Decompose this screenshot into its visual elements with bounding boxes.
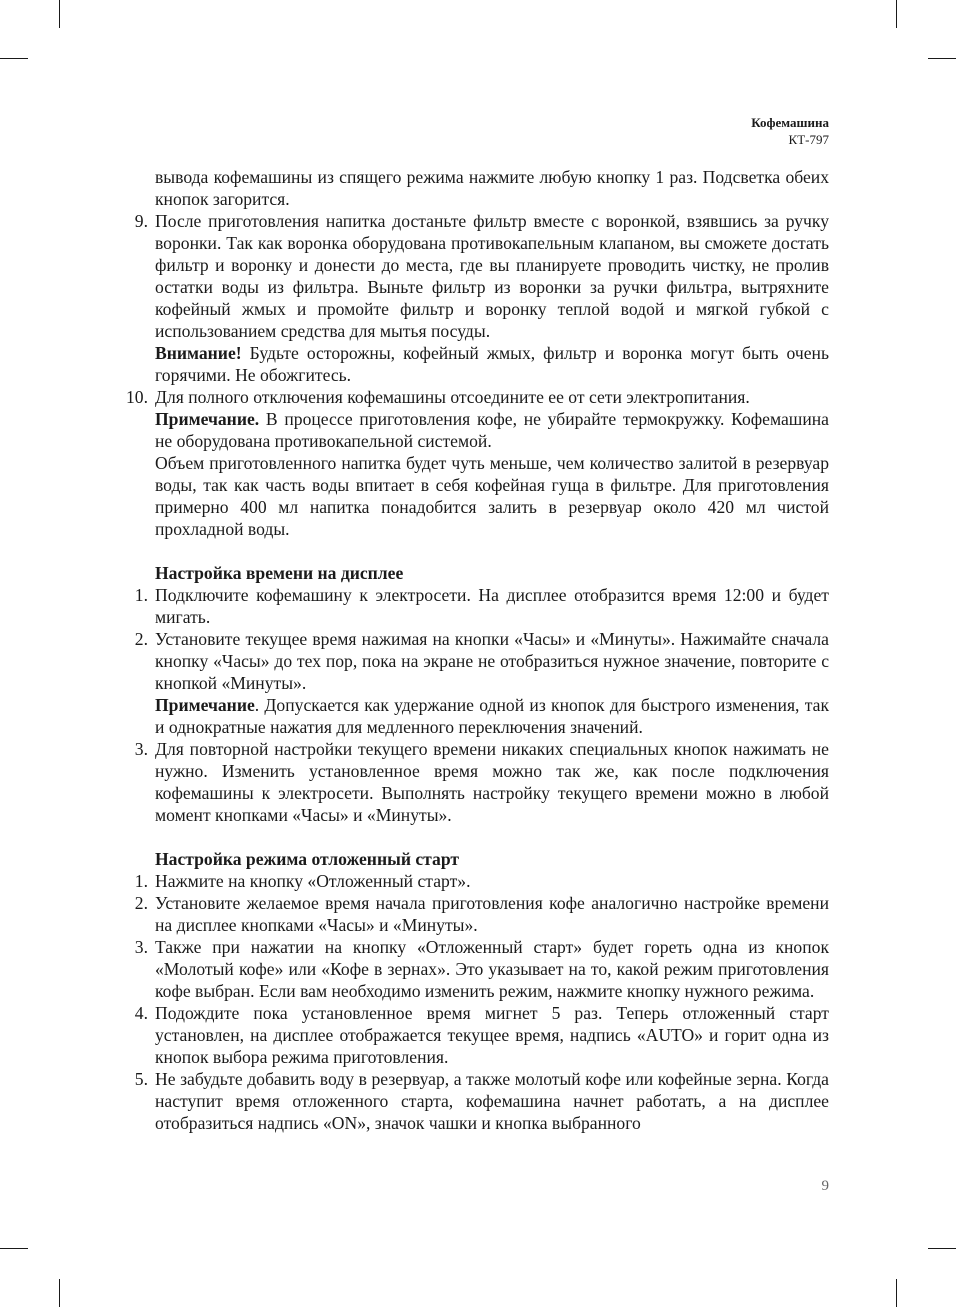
delay-step-5-text: Не забудьте добавить воду в резервуар, а также молотый кофе или кофейные зерна. Когда наступит время отложенного старта, кофемашина начнет работать, а на дисплее отобразиться надпись «ON», значок чашки и кнопка выбранного (155, 1069, 829, 1133)
header-model: КТ-797 (788, 132, 829, 147)
crop-mark-left-bottom (0, 1248, 28, 1249)
delay-step-3 (134, 936, 829, 1002)
header-brand: Кофемашина (751, 115, 829, 130)
crop-mark-top-right (896, 0, 897, 28)
time-step-1-number: 1. (134, 585, 148, 605)
delay-step-5 (134, 1068, 829, 1134)
step-10-number: 10. (126, 387, 148, 407)
step-9-warning (155, 342, 829, 386)
page-number: 9 (821, 1178, 829, 1194)
intro-paragraph: вывода кофемашины из спящего режима нажмите любую кнопку 1 раз. Подсветка обеих кнопок загорится. (155, 167, 829, 209)
crop-mark-bottom-right (896, 1279, 897, 1307)
section-time-title: Настройка времени на дисплее (155, 563, 404, 583)
delay-step-2-text: Установите желаемое время начала приготовления кофе аналогично настройке времени на дисплее кнопками «Часы» и «Минуты». (155, 893, 829, 935)
delay-step-1-number: 1. (134, 871, 148, 891)
delay-step-5-number: 5. (134, 1069, 148, 1089)
delay-step-1-text: Нажмите на кнопку «Отложенный старт». (155, 871, 471, 891)
time-step-3-number: 3. (134, 739, 148, 759)
time-step-3 (134, 738, 829, 826)
delay-step-2 (134, 892, 829, 936)
delay-step-3-number: 3. (134, 937, 148, 957)
time-step-2-text: Установите текущее время нажимая на кнопки «Часы» и «Минуты». Нажимайте сначала кнопку «Часы» до тех пор, пока на экране не отобразиться нужное значение, повторите с кнопкой «Минуты». (155, 629, 829, 693)
time-step-3-text: Для повторной настройки текущего времени никаких специальных кнопок нажимать не нужно. Изменить установленное время можно так же, как после подключения кофемашины к электросети. Выполнять настройку текущего времени можно в любой момент кнопками «Часы» и «Минуты». (155, 739, 829, 825)
time-note-text: . Допускается как удержание одной из кнопок для быстрого изменения, так и однократные нажатия для медленного переключения значений. (155, 695, 829, 737)
step-9-number: 9. (134, 211, 148, 231)
crop-mark-right-bottom (928, 1248, 956, 1249)
crop-mark-left-top (0, 58, 28, 59)
time-step-2-number: 2. (134, 629, 148, 649)
page-content (126, 166, 829, 1134)
delay-step-2-number: 2. (134, 893, 148, 913)
time-step-2 (134, 628, 829, 738)
time-note-label: Примечание (155, 695, 255, 715)
crop-mark-right-top (928, 58, 956, 59)
warning-text: Будьте осторожны, кофейный жмых, фильтр и воронка могут быть очень горячими. Не обожгитесь. (155, 343, 829, 385)
crop-mark-top-left (59, 0, 60, 28)
delay-step-3-text: Также при нажатии на кнопку «Отложенный старт» будет гореть одна из кнопок «Молотый кофе» или «Кофе в зернах». Это указывает на то, какой режим приготовления кофе выбран. Если вам необходимо изменить режим, нажмите кнопку нужного режима. (155, 937, 829, 1001)
delay-step-4-text: Подождите пока установленное время мигнет 5 раз. Теперь отложенный старт установлен, на дисплее отображается текущее время, надпись «AUTO» и горит одна из кнопок выбора режима приготовления. (155, 1003, 829, 1067)
step-10-note (155, 408, 829, 452)
crop-mark-bottom-left (59, 1279, 60, 1307)
delay-step-1 (134, 870, 829, 892)
time-step-1-text: Подключите кофемашину к электросети. На дисплее отобразится время 12:00 и будет мигать. (155, 585, 829, 627)
step-9 (134, 210, 829, 386)
section-delay-title: Настройка режима отложенный старт (155, 849, 460, 869)
step-10-volume: Объем приготовленного напитка будет чуть меньше, чем количество залитой в резервуар воды, так как часть воды впитает в себя кофейная гуща в фильтре. Для приготовления примерно 400 мл напитка понадобится залить в резервуар около 420 мл чистой прохладной воды. (155, 453, 829, 539)
step-9-text: После приготовления напитка достаньте фильтр вместе с воронкой, взявшись за ручку воронки. Так как воронка оборудована противокапельным клапаном, вы сможете достать фильтр и воронку и донести до места, где вы планируете проводить чистку, не пролив остатки воды из фильтра. Выньте фильтр из воронки за ручки фильтра, вытряхните кофейный жмых и промойте фильтр и воронку теплой водой и мягкой губкой с использованием средства для мытья посуды. (155, 211, 829, 341)
step-10-text: Для полного отключения кофемашины отсоедините ее от сети электропитания. (155, 387, 750, 407)
delay-step-4-number: 4. (134, 1003, 148, 1023)
note-text: В процессе приготовления кофе, не убирайте термокружку. Кофемашина не оборудована противокапельной системой. (155, 409, 829, 451)
time-step-2-note (155, 694, 829, 738)
step-10 (126, 386, 829, 540)
note-label: Примечание. (155, 409, 260, 429)
delay-step-4 (134, 1002, 829, 1068)
time-step-1 (134, 584, 829, 628)
running-header (751, 114, 829, 148)
warning-label: Внимание! (155, 343, 242, 363)
